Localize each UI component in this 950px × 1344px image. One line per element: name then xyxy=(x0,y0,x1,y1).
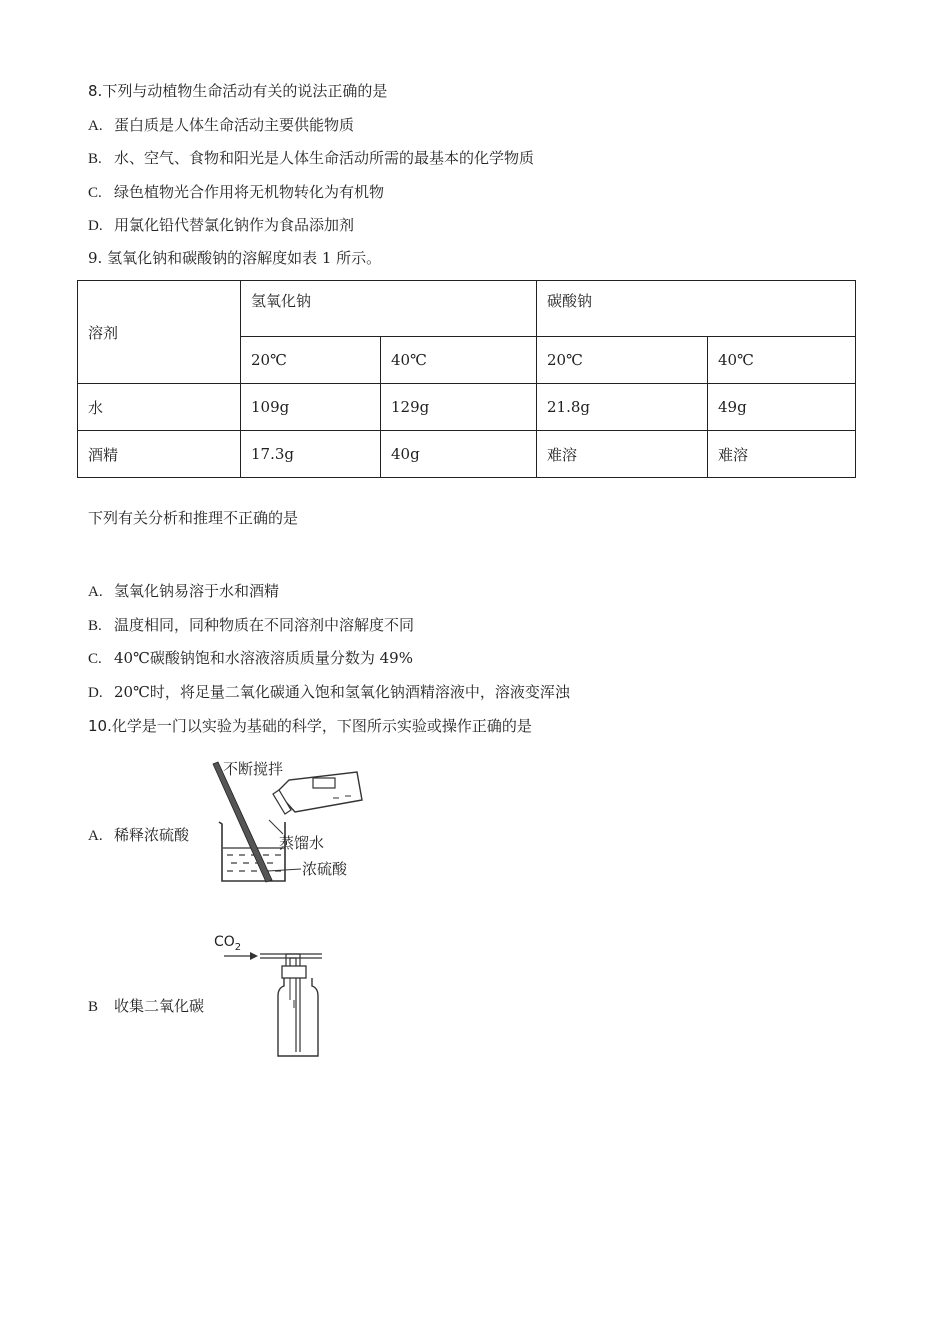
option-text: 水、空气、食物和阳光是人体生命活动所需的最基本的化学物质 xyxy=(114,149,535,167)
value-cell: 109g xyxy=(241,384,381,431)
option-text: 蛋白质是人体生命活动主要供能物质 xyxy=(114,116,355,134)
stopper xyxy=(282,966,306,978)
value-cell: 129g xyxy=(381,384,537,431)
option-letter: A. xyxy=(88,828,103,844)
table-row xyxy=(78,431,856,478)
option-text: 稀释浓硫酸 xyxy=(114,826,190,844)
q9-option-c xyxy=(88,648,413,669)
short-tube xyxy=(290,978,294,1008)
solvent-cell: 水 xyxy=(78,384,241,431)
value-cell: 40g xyxy=(381,431,537,478)
option-text: 氢氧化钠易溶于水和酒精 xyxy=(114,582,280,600)
q10-option-b xyxy=(88,996,204,1017)
q9-question: 下列有关分析和推理不正确的是 xyxy=(88,509,299,527)
label-acid: 浓硫酸 xyxy=(302,860,348,878)
solubility-table xyxy=(77,280,856,478)
option-letter: B xyxy=(88,999,99,1015)
temp-header: 20℃ xyxy=(241,337,381,384)
liquid-dashes xyxy=(227,855,281,871)
q10-stem xyxy=(88,716,532,736)
q9-option-a xyxy=(88,581,279,602)
long-tube xyxy=(296,970,300,1052)
water-bottle xyxy=(273,772,362,814)
q8-stem-text: 下列与动植物生命活动有关的说法正确的是 xyxy=(102,82,388,100)
q8-stem xyxy=(88,81,387,101)
arrow-head xyxy=(250,952,258,960)
q8-option-b xyxy=(88,148,534,169)
q8-option-c xyxy=(88,182,384,203)
label-gas: $CO_2$ xyxy=(214,934,242,953)
value-cell: 难溶 xyxy=(537,431,708,478)
option-letter: A. xyxy=(88,584,103,600)
q10-number: 10. xyxy=(88,717,112,735)
option-letter: D. xyxy=(88,218,103,234)
label-stir: 不断搅拌 xyxy=(223,760,284,778)
solvent-header: 溶剂 xyxy=(78,281,241,384)
value-cell: 49g xyxy=(708,384,856,431)
option-text: 20℃时，将足量二氧化碳通入饱和氢氧化钠酒精溶液中，溶液变浑浊 xyxy=(114,683,570,701)
option-text: 收集二氧化碳 xyxy=(114,997,205,1015)
table-header-row xyxy=(78,281,856,337)
value-cell: 难溶 xyxy=(708,431,856,478)
option-letter: B. xyxy=(88,151,102,167)
substance-header: 氢氧化钠 xyxy=(241,281,537,337)
q10-stem-text: 化学是一门以实验为基础的科学，下图所示实验或操作正确的是 xyxy=(111,717,532,735)
option-letter: B. xyxy=(88,618,102,634)
substance-header: 碳酸钠 xyxy=(537,281,856,337)
solvent-cell: 酒精 xyxy=(78,431,241,478)
option-letter: C. xyxy=(88,185,102,201)
option-text: 温度相同，同种物质在不同溶剂中溶解度不同 xyxy=(114,616,415,634)
value-cell: 17.3g xyxy=(241,431,381,478)
table-row xyxy=(78,384,856,431)
label-water: 蒸馏水 xyxy=(279,834,325,852)
q9-option-b xyxy=(88,615,414,636)
temp-header: 40℃ xyxy=(381,337,537,384)
q9-stem: 9. 氢氧化钠和碳酸钠的溶解度如表 1 所示。 xyxy=(88,249,382,267)
q8-option-d xyxy=(88,215,354,236)
co2-collection-figure xyxy=(210,930,330,1060)
dilution-figure xyxy=(205,752,375,888)
option-text: 用氯化铅代替氯化钠作为食品添加剂 xyxy=(114,216,355,234)
q9-option-d xyxy=(88,682,570,703)
option-text: 绿色植物光合作用将无机物转化为有机物 xyxy=(114,183,385,201)
water-pointer xyxy=(269,820,283,834)
option-letter: D. xyxy=(88,685,103,701)
gas-bottle xyxy=(278,978,318,1056)
option-letter: A. xyxy=(88,118,103,134)
q8-number: 8. xyxy=(88,82,103,100)
option-letter: C. xyxy=(88,651,102,667)
option-text: 40℃碳酸钠饱和水溶液溶质质量分数为 49% xyxy=(114,649,413,667)
q8-option-a xyxy=(88,115,354,136)
q10-option-a xyxy=(88,825,189,846)
value-cell: 21.8g xyxy=(537,384,708,431)
temp-header: 40℃ xyxy=(708,337,856,384)
temp-header: 20℃ xyxy=(537,337,708,384)
outlet-tube xyxy=(286,954,322,966)
inlet-tube xyxy=(260,954,300,966)
